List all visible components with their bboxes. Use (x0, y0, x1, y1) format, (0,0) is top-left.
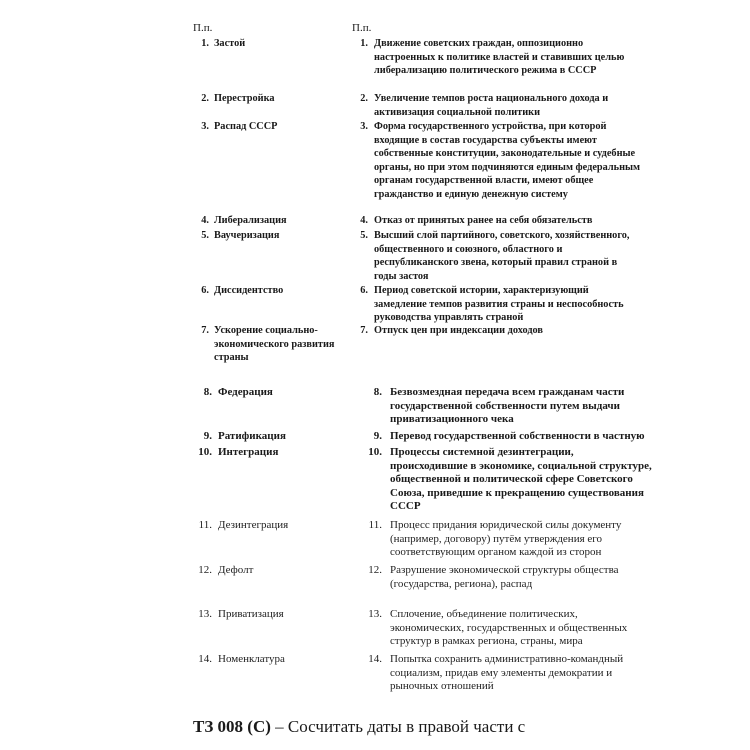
left-term (193, 37, 343, 51)
left-term (193, 324, 343, 365)
right-definition (352, 214, 642, 228)
left-term (196, 564, 346, 578)
right-definition-number: 11. (368, 519, 382, 531)
right-definition-text: Процессы системной дезинтеграции, происходившие в экономике, социальной структуре, общественной и политической сфере Советского Союза, приведшие к прекращению существования СССР (390, 446, 652, 513)
left-term-text: Дезинтеграция (218, 519, 289, 531)
left-column-header: П.п. (193, 22, 213, 34)
left-term-number: 1. (201, 38, 209, 49)
right-definition-number: 4. (360, 215, 368, 226)
left-term (193, 214, 343, 228)
task-code: ТЗ 008 (С) (193, 717, 271, 736)
right-definition (352, 92, 642, 119)
left-term-text: Ускорение социально-экономического развития страны (214, 325, 335, 364)
right-definition (364, 653, 654, 694)
right-definition-text: Отпуск цен при индексации доходов (374, 325, 543, 336)
left-term-text: Либерализация (214, 215, 287, 226)
left-term-text: Застой (214, 38, 246, 49)
next-task-heading (193, 716, 713, 738)
task-instruction: – Сосчитать даты в правой части с (275, 717, 526, 736)
right-definition (364, 564, 654, 591)
right-definition-text: Безвозмездная передача всем гражданам части государственной собственности путем выдачи приватизационного чека (390, 386, 625, 426)
left-term (193, 92, 343, 106)
right-definition-text: Движение советских граждан, оппозиционно настроенных к политике властей и ставивших целью либерализацию политического режима в СССР (374, 38, 625, 77)
left-term (193, 120, 343, 134)
right-definition-number: 6. (360, 285, 368, 296)
left-term-number: 11. (198, 519, 212, 531)
right-definition-text: Процесс придания юридической силы документу (например, договору) путём утверждения его соответствующим органом каждой из сторон (390, 519, 622, 559)
left-term-number: 5. (201, 230, 209, 241)
left-term-number: 13. (198, 608, 212, 620)
left-term-number: 9. (203, 430, 212, 442)
right-definition-number: 7. (360, 325, 368, 336)
right-definition (364, 519, 654, 560)
right-definition-number: 9. (373, 430, 382, 442)
left-term-text: Интеграция (218, 446, 279, 458)
right-definition-text: Увеличение темпов роста национального дохода и активизация социальной политики (374, 93, 609, 118)
right-definition-text: Попытка сохранить административно-командный социализм, придав ему элементы демократии и рыночных отношений (390, 653, 624, 693)
left-term-number: 4. (201, 215, 209, 226)
left-term-number: 7. (201, 325, 209, 336)
left-term-text: Федерация (218, 386, 273, 398)
right-definition-text: Отказ от принятых ранее на себя обязательств (374, 215, 593, 226)
right-definition (364, 386, 654, 427)
left-term-text: Номенклатура (218, 653, 285, 665)
right-definition-text: Разрушение экономической структуры общества (государства, региона), распад (390, 564, 619, 590)
right-definition-text: Высший слой партийного, советского, хозяйственного, общественного и союзного, областного и республиканского звена, который правил страной в годы застоя (374, 230, 630, 282)
left-term-text: Приватизация (218, 608, 284, 620)
left-term-number: 6. (201, 285, 209, 296)
left-term (196, 386, 346, 400)
right-definition-number: 10. (368, 446, 382, 458)
left-term (196, 519, 346, 533)
left-term (193, 229, 343, 243)
right-definition-number: 8. (373, 386, 382, 398)
left-term (196, 446, 346, 460)
left-term-text: Ратификация (218, 430, 286, 442)
left-term (196, 653, 346, 667)
left-term-text: Распад СССР (214, 121, 278, 132)
left-term-text: Ваучеризация (214, 230, 280, 241)
right-definition-number: 13. (368, 608, 382, 620)
right-definition-number: 14. (368, 653, 382, 665)
right-definition (364, 430, 654, 444)
right-definition (364, 446, 654, 514)
right-definition-number: 3. (360, 121, 368, 132)
left-term-text: Перестройка (214, 93, 275, 104)
right-definition-text: Перевод государственной собственности в частную (390, 430, 645, 442)
left-term-number: 10. (198, 446, 212, 458)
left-term-number: 8. (203, 386, 212, 398)
right-definition-number: 12. (368, 564, 382, 576)
left-term-text: Диссидентство (214, 285, 284, 296)
right-definition (352, 324, 642, 338)
left-term-number: 12. (198, 564, 212, 576)
right-definition (364, 608, 654, 649)
left-term (196, 430, 346, 444)
right-definition-number: 5. (360, 230, 368, 241)
right-definition (352, 120, 642, 202)
left-term-number: 14. (198, 653, 212, 665)
right-definition-text: Период советской истории, характеризующий замедление темпов развития страны и неспособность руководства управлять страной (374, 285, 624, 324)
left-term-text: Дефолт (218, 564, 254, 576)
right-column-header: П.п. (352, 22, 372, 34)
left-term (193, 284, 343, 298)
left-term-number: 3. (201, 121, 209, 132)
right-definition (352, 37, 642, 78)
right-definition-number: 1. (360, 38, 368, 49)
right-definition (352, 229, 642, 283)
right-definition-text: Сплочение, объединение политических, экономических, государственных и общественных структур в рамках региона, страны, мира (390, 608, 628, 648)
left-term-number: 2. (201, 93, 209, 104)
left-term (196, 608, 346, 622)
right-definition-number: 2. (360, 93, 368, 104)
right-definition (352, 284, 642, 325)
right-definition-text: Форма государственного устройства, при которой входящие в состав государства субъекты имеют собственные конституции, законодательные и судебные органы, но при этом подчиняются единым федеральным органам государственной власти, имеют общее гражданство и единую денежную систему (374, 121, 641, 200)
